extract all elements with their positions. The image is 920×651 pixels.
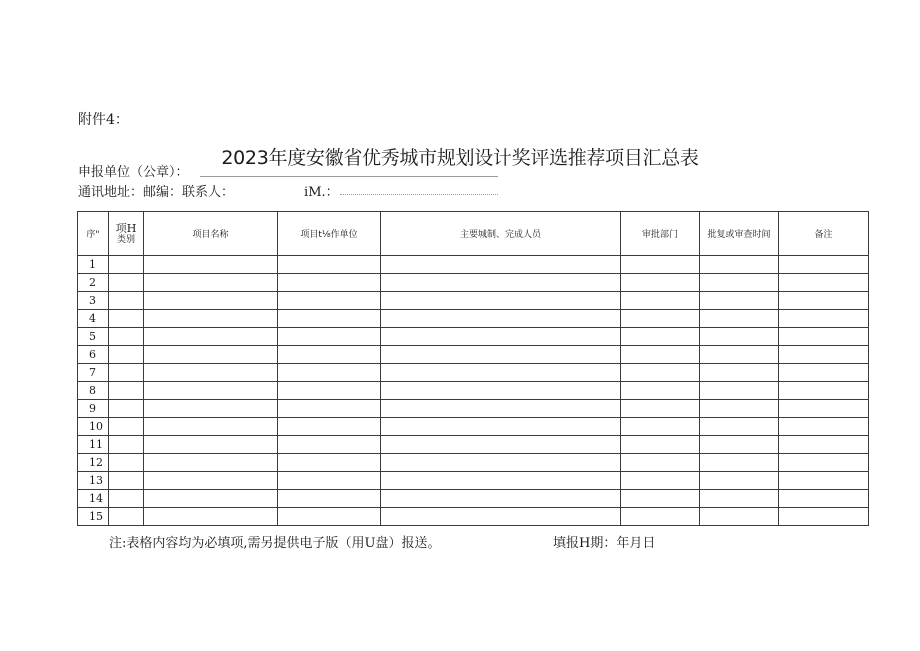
row-number: 14 (78, 490, 109, 508)
cell-org[interactable] (278, 454, 381, 472)
cell-org[interactable] (278, 364, 381, 382)
cell-org[interactable] (278, 256, 381, 274)
cell-time[interactable] (700, 400, 779, 418)
cell-remark[interactable] (779, 436, 869, 454)
cell-dept[interactable] (621, 310, 700, 328)
cell-staff[interactable] (381, 328, 621, 346)
cell-staff[interactable] (381, 292, 621, 310)
cell-dept[interactable] (621, 472, 700, 490)
cell-time[interactable] (700, 454, 779, 472)
cell-dept[interactable] (621, 436, 700, 454)
cell-remark[interactable] (779, 256, 869, 274)
cell-name[interactable] (144, 418, 278, 436)
cell-dept[interactable] (621, 274, 700, 292)
row-number: 11 (78, 436, 109, 454)
cell-org[interactable] (278, 310, 381, 328)
table-row (78, 382, 869, 400)
cell-remark[interactable] (779, 400, 869, 418)
row-number: 12 (78, 454, 109, 472)
cell-type[interactable] (109, 274, 144, 292)
cell-remark[interactable] (779, 364, 869, 382)
row-number: 1 (78, 256, 109, 274)
summary-table (77, 211, 869, 526)
cell-time[interactable] (700, 490, 779, 508)
footer-note: 注:表格内容均为必填项,需另提供电子版（用U盘）报送。 (109, 536, 441, 551)
cell-org[interactable] (278, 382, 381, 400)
cell-name[interactable] (144, 364, 278, 382)
cell-name[interactable] (144, 400, 278, 418)
cell-name[interactable] (144, 274, 278, 292)
address-label: 通讯地址： (78, 185, 144, 200)
cell-time[interactable] (700, 418, 779, 436)
cell-staff[interactable] (381, 418, 621, 436)
cell-time[interactable] (700, 292, 779, 310)
row-number: 3 (78, 292, 109, 310)
cell-type[interactable] (109, 436, 144, 454)
cell-staff[interactable] (381, 454, 621, 472)
cell-type[interactable] (109, 400, 144, 418)
postcode-label: 邮编： (143, 185, 183, 200)
cell-type[interactable] (109, 292, 144, 310)
col-header-dept: 审批部门 (621, 212, 700, 256)
cell-dept[interactable] (621, 346, 700, 364)
cell-type[interactable] (109, 472, 144, 490)
cell-remark[interactable] (779, 490, 869, 508)
table-row (78, 292, 869, 310)
cell-staff[interactable] (381, 508, 621, 526)
cell-remark[interactable] (779, 508, 869, 526)
cell-time[interactable] (700, 256, 779, 274)
cell-remark[interactable] (779, 472, 869, 490)
cell-name[interactable] (144, 472, 278, 490)
cell-remark[interactable] (779, 328, 869, 346)
table-body (78, 256, 869, 526)
table-row (78, 328, 869, 346)
cell-remark[interactable] (779, 346, 869, 364)
cell-name[interactable] (144, 454, 278, 472)
row-number: 4 (78, 310, 109, 328)
cell-name[interactable] (144, 292, 278, 310)
table-row (78, 256, 869, 274)
cell-dept[interactable] (621, 454, 700, 472)
cell-name[interactable] (144, 346, 278, 364)
cell-time[interactable] (700, 328, 779, 346)
cell-org[interactable] (278, 292, 381, 310)
cell-time[interactable] (700, 274, 779, 292)
cell-org[interactable] (278, 418, 381, 436)
cell-dept[interactable] (621, 490, 700, 508)
cell-staff[interactable] (381, 472, 621, 490)
annex-label: 附件4： (78, 112, 129, 128)
cell-dept[interactable] (621, 508, 700, 526)
cell-type[interactable] (109, 454, 144, 472)
cell-time[interactable] (700, 310, 779, 328)
cell-time[interactable] (700, 346, 779, 364)
cell-type[interactable] (109, 364, 144, 382)
table-row (78, 310, 869, 328)
row-number: 5 (78, 328, 109, 346)
col-header-seq: 序" (78, 212, 109, 256)
table-row (78, 400, 869, 418)
row-number: 6 (78, 346, 109, 364)
footer-date: 填报H期：年月日 (553, 536, 656, 551)
table-row (78, 454, 869, 472)
cell-name[interactable] (144, 256, 278, 274)
cell-org[interactable] (278, 274, 381, 292)
cell-org[interactable] (278, 472, 381, 490)
address-line (78, 181, 339, 200)
table-row (78, 418, 869, 436)
row-number: 10 (78, 418, 109, 436)
row-number: 7 (78, 364, 109, 382)
table-header-row (78, 212, 869, 256)
cell-time[interactable] (700, 364, 779, 382)
cell-remark[interactable] (779, 310, 869, 328)
cell-remark[interactable] (779, 274, 869, 292)
row-number: 13 (78, 472, 109, 490)
cell-remark[interactable] (779, 382, 869, 400)
unit-underline (200, 176, 498, 177)
cell-remark[interactable] (779, 454, 869, 472)
contact-underline (340, 194, 498, 195)
col-header-type (109, 212, 144, 256)
cell-type[interactable] (109, 382, 144, 400)
table-row (78, 508, 869, 526)
cell-dept[interactable] (621, 292, 700, 310)
table-row (78, 436, 869, 454)
cell-org[interactable] (278, 436, 381, 454)
col-header-org: 项目t⅛作单位 (278, 212, 381, 256)
col-header-remark: 备注 (779, 212, 869, 256)
unit-line (78, 161, 189, 180)
cell-dept[interactable] (621, 364, 700, 382)
cell-staff[interactable] (381, 346, 621, 364)
table-row (78, 274, 869, 292)
cell-org[interactable] (278, 400, 381, 418)
col-header-staff: 主要城制、完成人员 (381, 212, 621, 256)
cell-staff[interactable] (381, 274, 621, 292)
cell-dept[interactable] (621, 328, 700, 346)
row-number: 8 (78, 382, 109, 400)
col-header-name: 项目名称 (144, 212, 278, 256)
cell-staff[interactable] (381, 400, 621, 418)
cell-staff[interactable] (381, 490, 621, 508)
cell-org[interactable] (278, 328, 381, 346)
cell-type[interactable] (109, 418, 144, 436)
cell-org[interactable] (278, 490, 381, 508)
page-title: 2023年度安徽省优秀城市规划设计奖评选推荐项目汇总表 (221, 147, 699, 169)
cell-name[interactable] (144, 310, 278, 328)
cell-dept[interactable] (621, 256, 700, 274)
cell-org[interactable] (278, 346, 381, 364)
unit-label: 申报单位（公章）： (78, 165, 189, 180)
cell-name[interactable] (144, 490, 278, 508)
cell-time[interactable] (700, 382, 779, 400)
cell-name[interactable] (144, 508, 278, 526)
row-number: 9 (78, 400, 109, 418)
cell-name[interactable] (144, 328, 278, 346)
cell-type[interactable] (109, 328, 144, 346)
cell-type[interactable] (109, 346, 144, 364)
row-number: 2 (78, 274, 109, 292)
cell-remark[interactable] (779, 418, 869, 436)
col-header-time: 批复或审查时间 (700, 212, 779, 256)
cell-type[interactable] (109, 508, 144, 526)
contact-label: 联系人： (182, 185, 235, 200)
cell-staff[interactable] (381, 436, 621, 454)
cell-name[interactable] (144, 382, 278, 400)
cell-staff[interactable] (381, 364, 621, 382)
table-row (78, 364, 869, 382)
cell-staff[interactable] (381, 382, 621, 400)
cell-name[interactable] (144, 436, 278, 454)
cell-time[interactable] (700, 472, 779, 490)
col-header-type-bottom: 类别 (116, 234, 135, 245)
cell-type[interactable] (109, 256, 144, 274)
cell-type[interactable] (109, 310, 144, 328)
col-header-type-top: 项H (115, 221, 137, 235)
cell-org[interactable] (278, 508, 381, 526)
table-row (78, 490, 869, 508)
cell-time[interactable] (700, 436, 779, 454)
cell-type[interactable] (109, 490, 144, 508)
table-row (78, 472, 869, 490)
cell-dept[interactable] (621, 418, 700, 436)
phone-label: iM.： (304, 185, 339, 200)
cell-dept[interactable] (621, 400, 700, 418)
cell-dept[interactable] (621, 382, 700, 400)
cell-time[interactable] (700, 508, 779, 526)
table-row (78, 346, 869, 364)
cell-staff[interactable] (381, 256, 621, 274)
cell-remark[interactable] (779, 292, 869, 310)
row-number: 15 (78, 508, 109, 526)
cell-staff[interactable] (381, 310, 621, 328)
